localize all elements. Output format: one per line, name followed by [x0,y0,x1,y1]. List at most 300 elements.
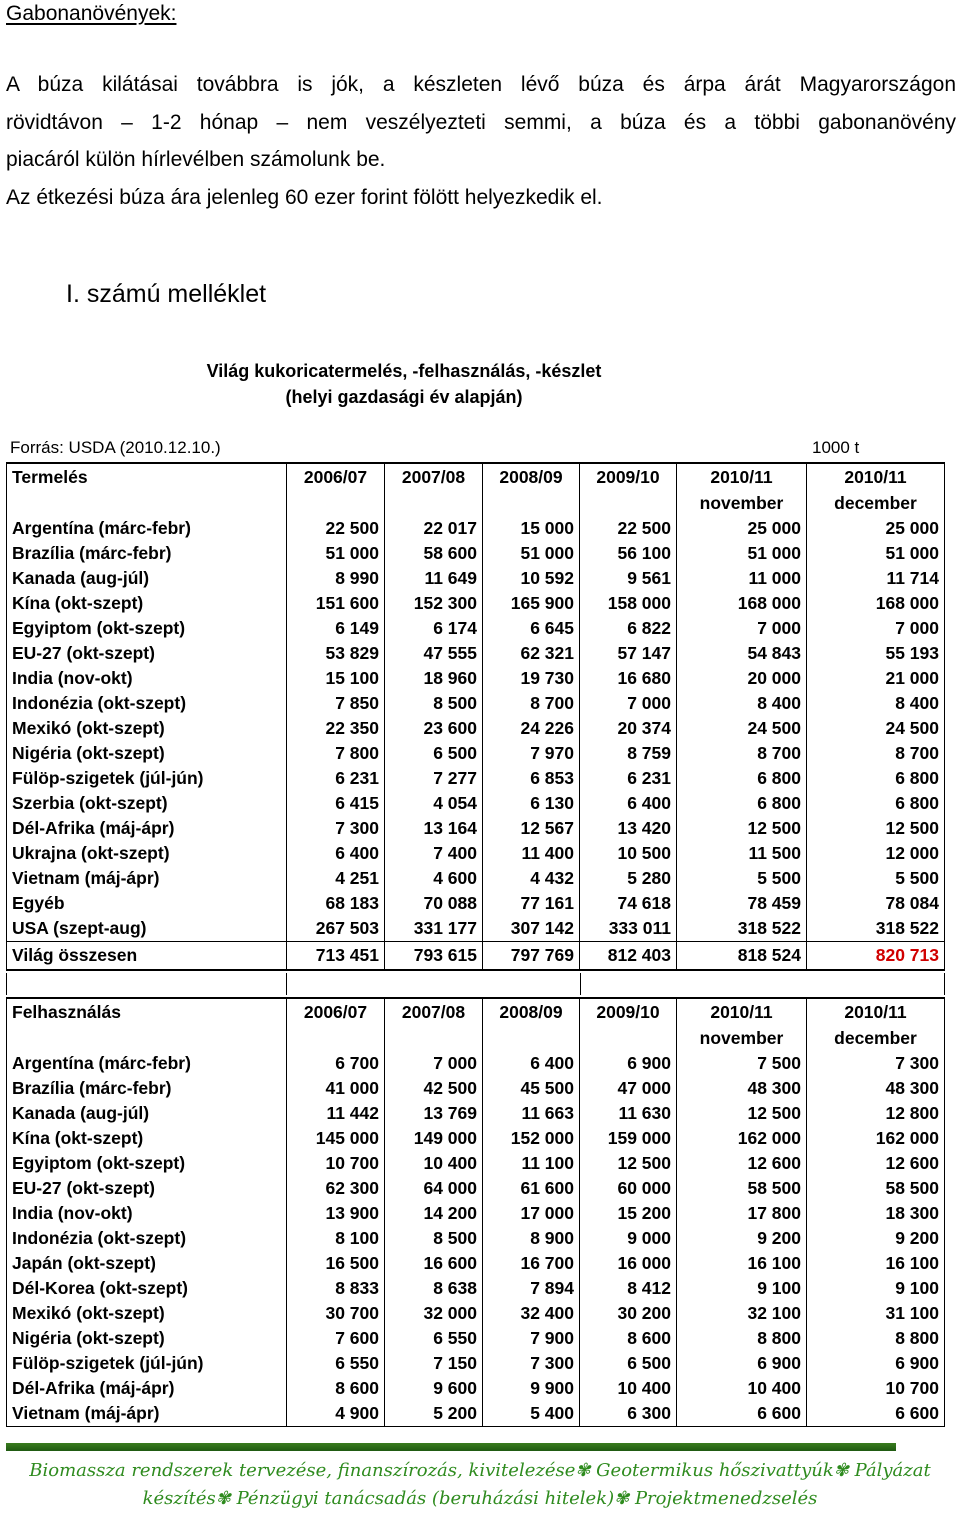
value-cell: 12 600 [677,1151,807,1176]
value-cell: 30 700 [287,1301,385,1326]
value-cell: 51 000 [483,541,580,566]
value-cell: 13 164 [385,816,483,841]
value-cell: 168 000 [807,591,945,616]
value-cell: 20 000 [677,666,807,691]
value-cell: 6 800 [677,791,807,816]
table-row [7,1201,945,1226]
country-cell: Szerbia (okt-szept) [7,791,287,816]
value-cell: 45 500 [483,1076,580,1101]
country-cell: Kína (okt-szept) [7,1126,287,1151]
value-cell: 8 800 [677,1326,807,1351]
value-cell: 5 200 [385,1401,483,1427]
value-cell: 48 300 [677,1076,807,1101]
country-cell: Fülöp-szigetek (júl-jún) [7,766,287,791]
annex-title: I. számú melléklet [66,280,267,308]
value-cell: 22 017 [385,516,483,541]
value-cell: 8 700 [483,691,580,716]
value-cell: 13 900 [287,1201,385,1226]
value-cell: 6 800 [807,791,945,816]
unit-label: 1000 t [812,438,860,457]
total-label: Világ összesen [7,942,287,971]
country-cell: Dél-Afrika (máj-ápr) [7,1376,287,1401]
value-cell: 16 500 [287,1251,385,1276]
value-cell: 68 183 [287,891,385,916]
country-cell: Indonézia (okt-szept) [7,1226,287,1251]
table-row [7,541,945,566]
table-row [7,566,945,591]
value-cell: 6 900 [580,1051,677,1076]
header-year: 2010/11 december [807,998,945,1051]
country-cell: India (nov-okt) [7,666,287,691]
value-cell: 56 100 [580,541,677,566]
table-row [7,891,945,916]
value-cell: 4 054 [385,791,483,816]
value-cell: 22 350 [287,716,385,741]
value-cell: 8 412 [580,1276,677,1301]
value-cell: 8 990 [287,566,385,591]
value-cell: 6 822 [580,616,677,641]
value-cell: 6 500 [385,741,483,766]
table-row [7,591,945,616]
value-cell: 8 500 [385,1226,483,1251]
table-row [7,1326,945,1351]
value-cell: 10 400 [580,1376,677,1401]
table-row [7,1401,945,1427]
value-cell: 7 850 [287,691,385,716]
value-cell: 7 800 [287,741,385,766]
value-cell: 6 400 [580,791,677,816]
source-note: Forrás: USDA (2010.12.10.) [10,438,221,457]
value-cell: 15 100 [287,666,385,691]
value-cell: 5 500 [677,866,807,891]
country-cell: Argentína (márc-febr) [7,516,287,541]
value-cell: 7 150 [385,1351,483,1376]
country-cell: Mexikó (okt-szept) [7,1301,287,1326]
value-cell: 162 000 [677,1126,807,1151]
value-cell: 7 300 [807,1051,945,1076]
value-cell: 16 100 [677,1251,807,1276]
table-row [7,1051,945,1076]
value-cell: 7 400 [385,841,483,866]
header-year: 2008/09 [483,463,580,516]
country-cell: Egyéb [7,891,287,916]
value-cell: 51 000 [677,541,807,566]
value-cell: 23 600 [385,716,483,741]
header-month: december [834,1028,917,1048]
country-cell: Dél-Korea (okt-szept) [7,1276,287,1301]
header-category: Termelés [7,463,287,516]
value-cell: 16 680 [580,666,677,691]
value-cell: 162 000 [807,1126,945,1151]
value-cell: 24 500 [677,716,807,741]
value-cell: 9 600 [385,1376,483,1401]
value-cell: 5 400 [483,1401,580,1427]
value-cell: 9 561 [580,566,677,591]
value-cell: 10 700 [287,1151,385,1176]
value-cell: 51 000 [807,541,945,566]
value-cell: 25 000 [677,516,807,541]
value-cell: 13 769 [385,1101,483,1126]
value-cell: 7 894 [483,1276,580,1301]
value-cell: 11 100 [483,1151,580,1176]
footer-services-line1: Biomassza rendszerek tervezése, finanszírozás, kivitelezése✾ Geotermikus hőszivattyúk✾ Pályázat [29,1460,931,1481]
value-cell: 5 500 [807,866,945,891]
value-cell: 7 970 [483,741,580,766]
value-cell: 54 843 [677,641,807,666]
header-year: 2010/11 november [677,463,807,516]
value-cell: 11 442 [287,1101,385,1126]
country-cell: Nigéria (okt-szept) [7,1326,287,1351]
table-row [7,641,945,666]
value-cell: 6 800 [677,766,807,791]
header-year: 2007/08 [385,998,483,1051]
table-row [7,916,945,942]
table-row [7,1376,945,1401]
value-cell: 8 400 [807,691,945,716]
table-row [7,816,945,841]
value-cell: 9 000 [580,1226,677,1251]
value-cell: 41 000 [287,1076,385,1101]
value-cell: 70 088 [385,891,483,916]
value-cell: 6 645 [483,616,580,641]
table-header-row [7,998,945,1051]
value-cell: 64 000 [385,1176,483,1201]
value-cell: 8 500 [385,691,483,716]
header-year: 2007/08 [385,463,483,516]
paragraph-line: A búza kilátásai továbbra is jók, a készleten lévő búza és árpa árát Magyarországon [6,73,956,96]
value-cell: 11 500 [677,841,807,866]
value-cell: 47 000 [580,1076,677,1101]
country-cell: Egyiptom (okt-szept) [7,616,287,641]
value-cell: 15 000 [483,516,580,541]
table-row [7,1076,945,1101]
total-value: 812 403 [580,942,677,971]
value-cell: 6 700 [287,1051,385,1076]
table-row [7,791,945,816]
total-value: 713 451 [287,942,385,971]
value-cell: 9 100 [677,1276,807,1301]
country-cell: Kanada (aug-júl) [7,1101,287,1126]
value-cell: 6 149 [287,616,385,641]
value-cell: 13 420 [580,816,677,841]
header-month: november [699,1028,784,1048]
value-cell: 10 700 [807,1376,945,1401]
value-cell: 8 759 [580,741,677,766]
value-cell: 158 000 [580,591,677,616]
value-cell: 32 100 [677,1301,807,1326]
value-cell: 4 432 [483,866,580,891]
value-cell: 11 714 [807,566,945,591]
value-cell: 25 000 [807,516,945,541]
value-cell: 16 000 [580,1251,677,1276]
value-cell: 318 522 [807,916,945,942]
value-cell: 6 550 [385,1326,483,1351]
header-month: december [834,493,917,513]
header-category: Felhasználás [7,998,287,1051]
value-cell: 6 550 [287,1351,385,1376]
table-row [7,766,945,791]
value-cell: 16 100 [807,1251,945,1276]
table-row [7,666,945,691]
value-cell: 18 960 [385,666,483,691]
value-cell: 12 567 [483,816,580,841]
value-cell: 18 300 [807,1201,945,1226]
value-cell: 61 600 [483,1176,580,1201]
value-cell: 10 500 [580,841,677,866]
value-cell: 24 500 [807,716,945,741]
value-cell: 11 400 [483,841,580,866]
value-cell: 6 174 [385,616,483,641]
value-cell: 6 600 [677,1401,807,1427]
value-cell: 57 147 [580,641,677,666]
table-row [7,1226,945,1251]
country-cell: India (nov-okt) [7,1201,287,1226]
value-cell: 8 800 [807,1326,945,1351]
table-subtitle: (helyi gazdasági év alapján) [285,387,523,407]
value-cell: 78 084 [807,891,945,916]
value-cell: 10 400 [385,1151,483,1176]
total-value: 820 713 [807,942,945,971]
table-row [7,616,945,641]
header-year: 2009/10 [580,998,677,1051]
total-row [7,942,945,971]
country-cell: Vietnam (máj-ápr) [7,1401,287,1427]
value-cell: 8 600 [287,1376,385,1401]
value-cell: 318 522 [677,916,807,942]
value-cell: 47 555 [385,641,483,666]
country-cell: Mexikó (okt-szept) [7,716,287,741]
value-cell: 6 400 [483,1051,580,1076]
value-cell: 6 300 [580,1401,677,1427]
paragraph-line: rövidtávon – 1-2 hónap – nem veszélyezteti semmi, a búza és a többi gabonanövény [6,110,956,134]
value-cell: 6 500 [580,1351,677,1376]
table-title: Világ kukoricatermelés, -felhasználás, -készlet [206,361,602,381]
value-cell: 7 000 [677,616,807,641]
value-cell: 6 900 [807,1351,945,1376]
table-row [7,1176,945,1201]
country-cell: Nigéria (okt-szept) [7,741,287,766]
value-cell: 6 231 [287,766,385,791]
value-cell: 22 500 [287,516,385,541]
country-cell: USA (szept-aug) [7,916,287,942]
value-cell: 9 200 [807,1226,945,1251]
value-cell: 19 730 [483,666,580,691]
value-cell: 7 000 [580,691,677,716]
value-cell: 12 500 [580,1151,677,1176]
country-cell: Indonézia (okt-szept) [7,691,287,716]
value-cell: 6 400 [287,841,385,866]
value-cell: 17 800 [677,1201,807,1226]
country-cell: Brazília (márc-febr) [7,541,287,566]
value-cell: 62 321 [483,641,580,666]
table-row [7,516,945,541]
country-cell: Egyiptom (okt-szept) [7,1151,287,1176]
value-cell: 307 142 [483,916,580,942]
value-cell: 31 100 [807,1301,945,1326]
value-cell: 6 130 [483,791,580,816]
table-header-row [7,463,945,516]
value-cell: 333 011 [580,916,677,942]
value-cell: 7 000 [807,616,945,641]
value-cell: 8 400 [677,691,807,716]
header-year: 2009/10 [580,463,677,516]
value-cell: 9 900 [483,1376,580,1401]
country-cell: Kína (okt-szept) [7,591,287,616]
table-row [7,716,945,741]
value-cell: 11 663 [483,1101,580,1126]
value-cell: 149 000 [385,1126,483,1151]
value-cell: 6 900 [677,1351,807,1376]
value-cell: 8 638 [385,1276,483,1301]
header-year: 2008/09 [483,998,580,1051]
value-cell: 32 000 [385,1301,483,1326]
value-cell: 32 400 [483,1301,580,1326]
value-cell: 10 592 [483,566,580,591]
country-cell: Vietnam (máj-ápr) [7,866,287,891]
table-row [7,1301,945,1326]
value-cell: 12 500 [677,1101,807,1126]
value-cell: 331 177 [385,916,483,942]
value-cell: 12 800 [807,1101,945,1126]
value-cell: 6 853 [483,766,580,791]
value-cell: 4 251 [287,866,385,891]
table-row [7,1151,945,1176]
value-cell: 78 459 [677,891,807,916]
value-cell: 152 300 [385,591,483,616]
value-cell: 8 833 [287,1276,385,1301]
value-cell: 152 000 [483,1126,580,1151]
value-cell: 10 400 [677,1376,807,1401]
table-row [7,1276,945,1301]
value-cell: 151 600 [287,591,385,616]
value-cell: 11 000 [677,566,807,591]
value-cell: 145 000 [287,1126,385,1151]
header-year: 2010/11 december [807,463,945,516]
value-cell: 7 000 [385,1051,483,1076]
country-cell: Argentína (márc-febr) [7,1051,287,1076]
header-month: november [699,493,784,513]
value-cell: 11 649 [385,566,483,591]
intro-paragraph [6,66,956,216]
country-cell: Dél-Afrika (máj-ápr) [7,816,287,841]
value-cell: 9 200 [677,1226,807,1251]
value-cell: 21 000 [807,666,945,691]
paragraph-line: piacáról külön hírlevélben számolunk be. [6,148,386,171]
value-cell: 5 280 [580,866,677,891]
header-year: 2010/11 november [677,998,807,1051]
value-cell: 8 100 [287,1226,385,1251]
value-cell: 12 500 [677,816,807,841]
value-cell: 7 900 [483,1326,580,1351]
value-cell: 6 800 [807,766,945,791]
footer-services-line2: készítés✾ Pénzügyi tanácsadás (beruházási hitelek)✾ Projektmenedzselés [142,1488,818,1509]
paragraph-line: Az étkezési búza ára jelenleg 60 ezer forint fölött helyezkedik el. [6,185,603,209]
value-cell: 12 600 [807,1151,945,1176]
value-cell: 74 618 [580,891,677,916]
consumption-table [6,997,945,1427]
country-cell: Japán (okt-szept) [7,1251,287,1276]
value-cell: 4 600 [385,866,483,891]
value-cell: 6 231 [580,766,677,791]
country-cell: Fülöp-szigetek (júl-jún) [7,1351,287,1376]
country-cell: Ukrajna (okt-szept) [7,841,287,866]
value-cell: 55 193 [807,641,945,666]
value-cell: 30 200 [580,1301,677,1326]
value-cell: 165 900 [483,591,580,616]
value-cell: 60 000 [580,1176,677,1201]
value-cell: 8 700 [677,741,807,766]
table-row [7,841,945,866]
value-cell: 24 226 [483,716,580,741]
total-value: 797 769 [483,942,580,971]
value-cell: 48 300 [807,1076,945,1101]
value-cell: 11 630 [580,1101,677,1126]
value-cell: 20 374 [580,716,677,741]
value-cell: 8 600 [580,1326,677,1351]
header-year: 2006/07 [287,463,385,516]
value-cell: 6 600 [807,1401,945,1427]
value-cell: 7 300 [287,816,385,841]
value-cell: 17 000 [483,1201,580,1226]
value-cell: 7 300 [483,1351,580,1376]
value-cell: 7 500 [677,1051,807,1076]
value-cell: 22 500 [580,516,677,541]
value-cell: 6 415 [287,791,385,816]
value-cell: 42 500 [385,1076,483,1101]
value-cell: 9 100 [807,1276,945,1301]
value-cell: 62 300 [287,1176,385,1201]
value-cell: 14 200 [385,1201,483,1226]
value-cell: 267 503 [287,916,385,942]
country-cell: EU-27 (okt-szept) [7,641,287,666]
country-cell: Kanada (aug-júl) [7,566,287,591]
value-cell: 51 000 [287,541,385,566]
value-cell: 12 500 [807,816,945,841]
value-cell: 12 000 [807,841,945,866]
value-cell: 15 200 [580,1201,677,1226]
production-table [6,462,945,971]
header-year: 2006/07 [287,998,385,1051]
value-cell: 53 829 [287,641,385,666]
value-cell: 8 900 [483,1226,580,1251]
value-cell: 168 000 [677,591,807,616]
table-row [7,1351,945,1376]
table-row [7,741,945,766]
value-cell: 16 700 [483,1251,580,1276]
table-row [7,1126,945,1151]
table-row [7,1101,945,1126]
value-cell: 58 600 [385,541,483,566]
value-cell: 58 500 [807,1176,945,1201]
section-separator [6,973,944,995]
table-row [7,691,945,716]
table-row [7,1251,945,1276]
value-cell: 7 277 [385,766,483,791]
table-row [7,866,945,891]
value-cell: 7 600 [287,1326,385,1351]
total-value: 818 524 [677,942,807,971]
value-cell: 4 900 [287,1401,385,1427]
value-cell: 159 000 [580,1126,677,1151]
value-cell: 58 500 [677,1176,807,1201]
total-value: 793 615 [385,942,483,971]
footer-divider [6,1443,896,1451]
country-cell: Brazília (márc-febr) [7,1076,287,1101]
value-cell: 16 600 [385,1251,483,1276]
value-cell: 8 700 [807,741,945,766]
value-cell: 77 161 [483,891,580,916]
country-cell: EU-27 (okt-szept) [7,1176,287,1201]
